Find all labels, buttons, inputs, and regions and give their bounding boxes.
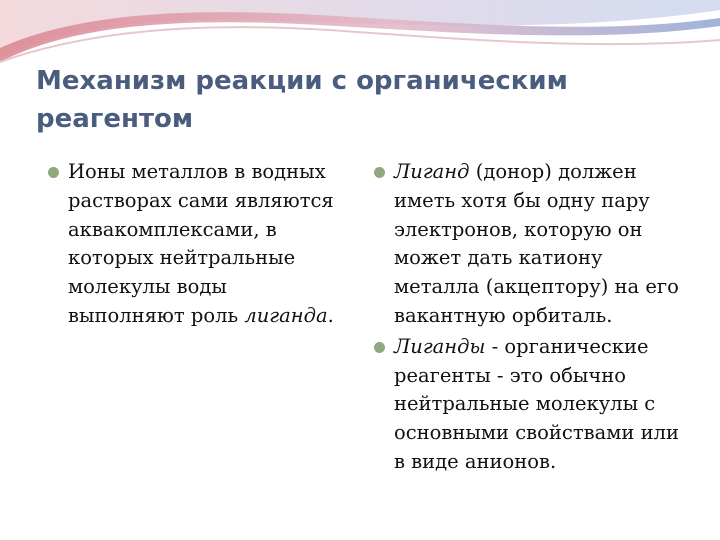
bullet-text: (донор) должен иметь хотя бы одну пару электронов, которую он может дать катиону металла (акцептору) на его вакантную орбиталь. [394, 160, 679, 327]
bullet-item [46, 158, 346, 331]
bullet-item [372, 158, 684, 331]
bullet-dot-icon [374, 167, 385, 178]
bullet-italic-term: лиганда [244, 303, 328, 327]
bullet-item [372, 333, 684, 477]
bullet-text: - органические реагенты - это обычно нейтральные молекулы с основными свойствами или в виде анионов. [394, 334, 679, 473]
bullet-dot-icon [48, 167, 59, 178]
right-column [372, 158, 684, 479]
left-column [46, 158, 346, 333]
bullet-text-end: . [327, 303, 334, 327]
bullet-dot-icon [374, 342, 385, 353]
bullet-italic-term: Лиганд [394, 160, 470, 183]
bullet-text: Ионы металлов в водных растворах сами являются аквакомплексами, в которых нейтральные молекулы воды выполняют роль [68, 160, 334, 327]
bullet-italic-term: Лиганды [394, 334, 486, 358]
slide-title: Механизм реакции с органическим реагентом [36, 66, 568, 134]
